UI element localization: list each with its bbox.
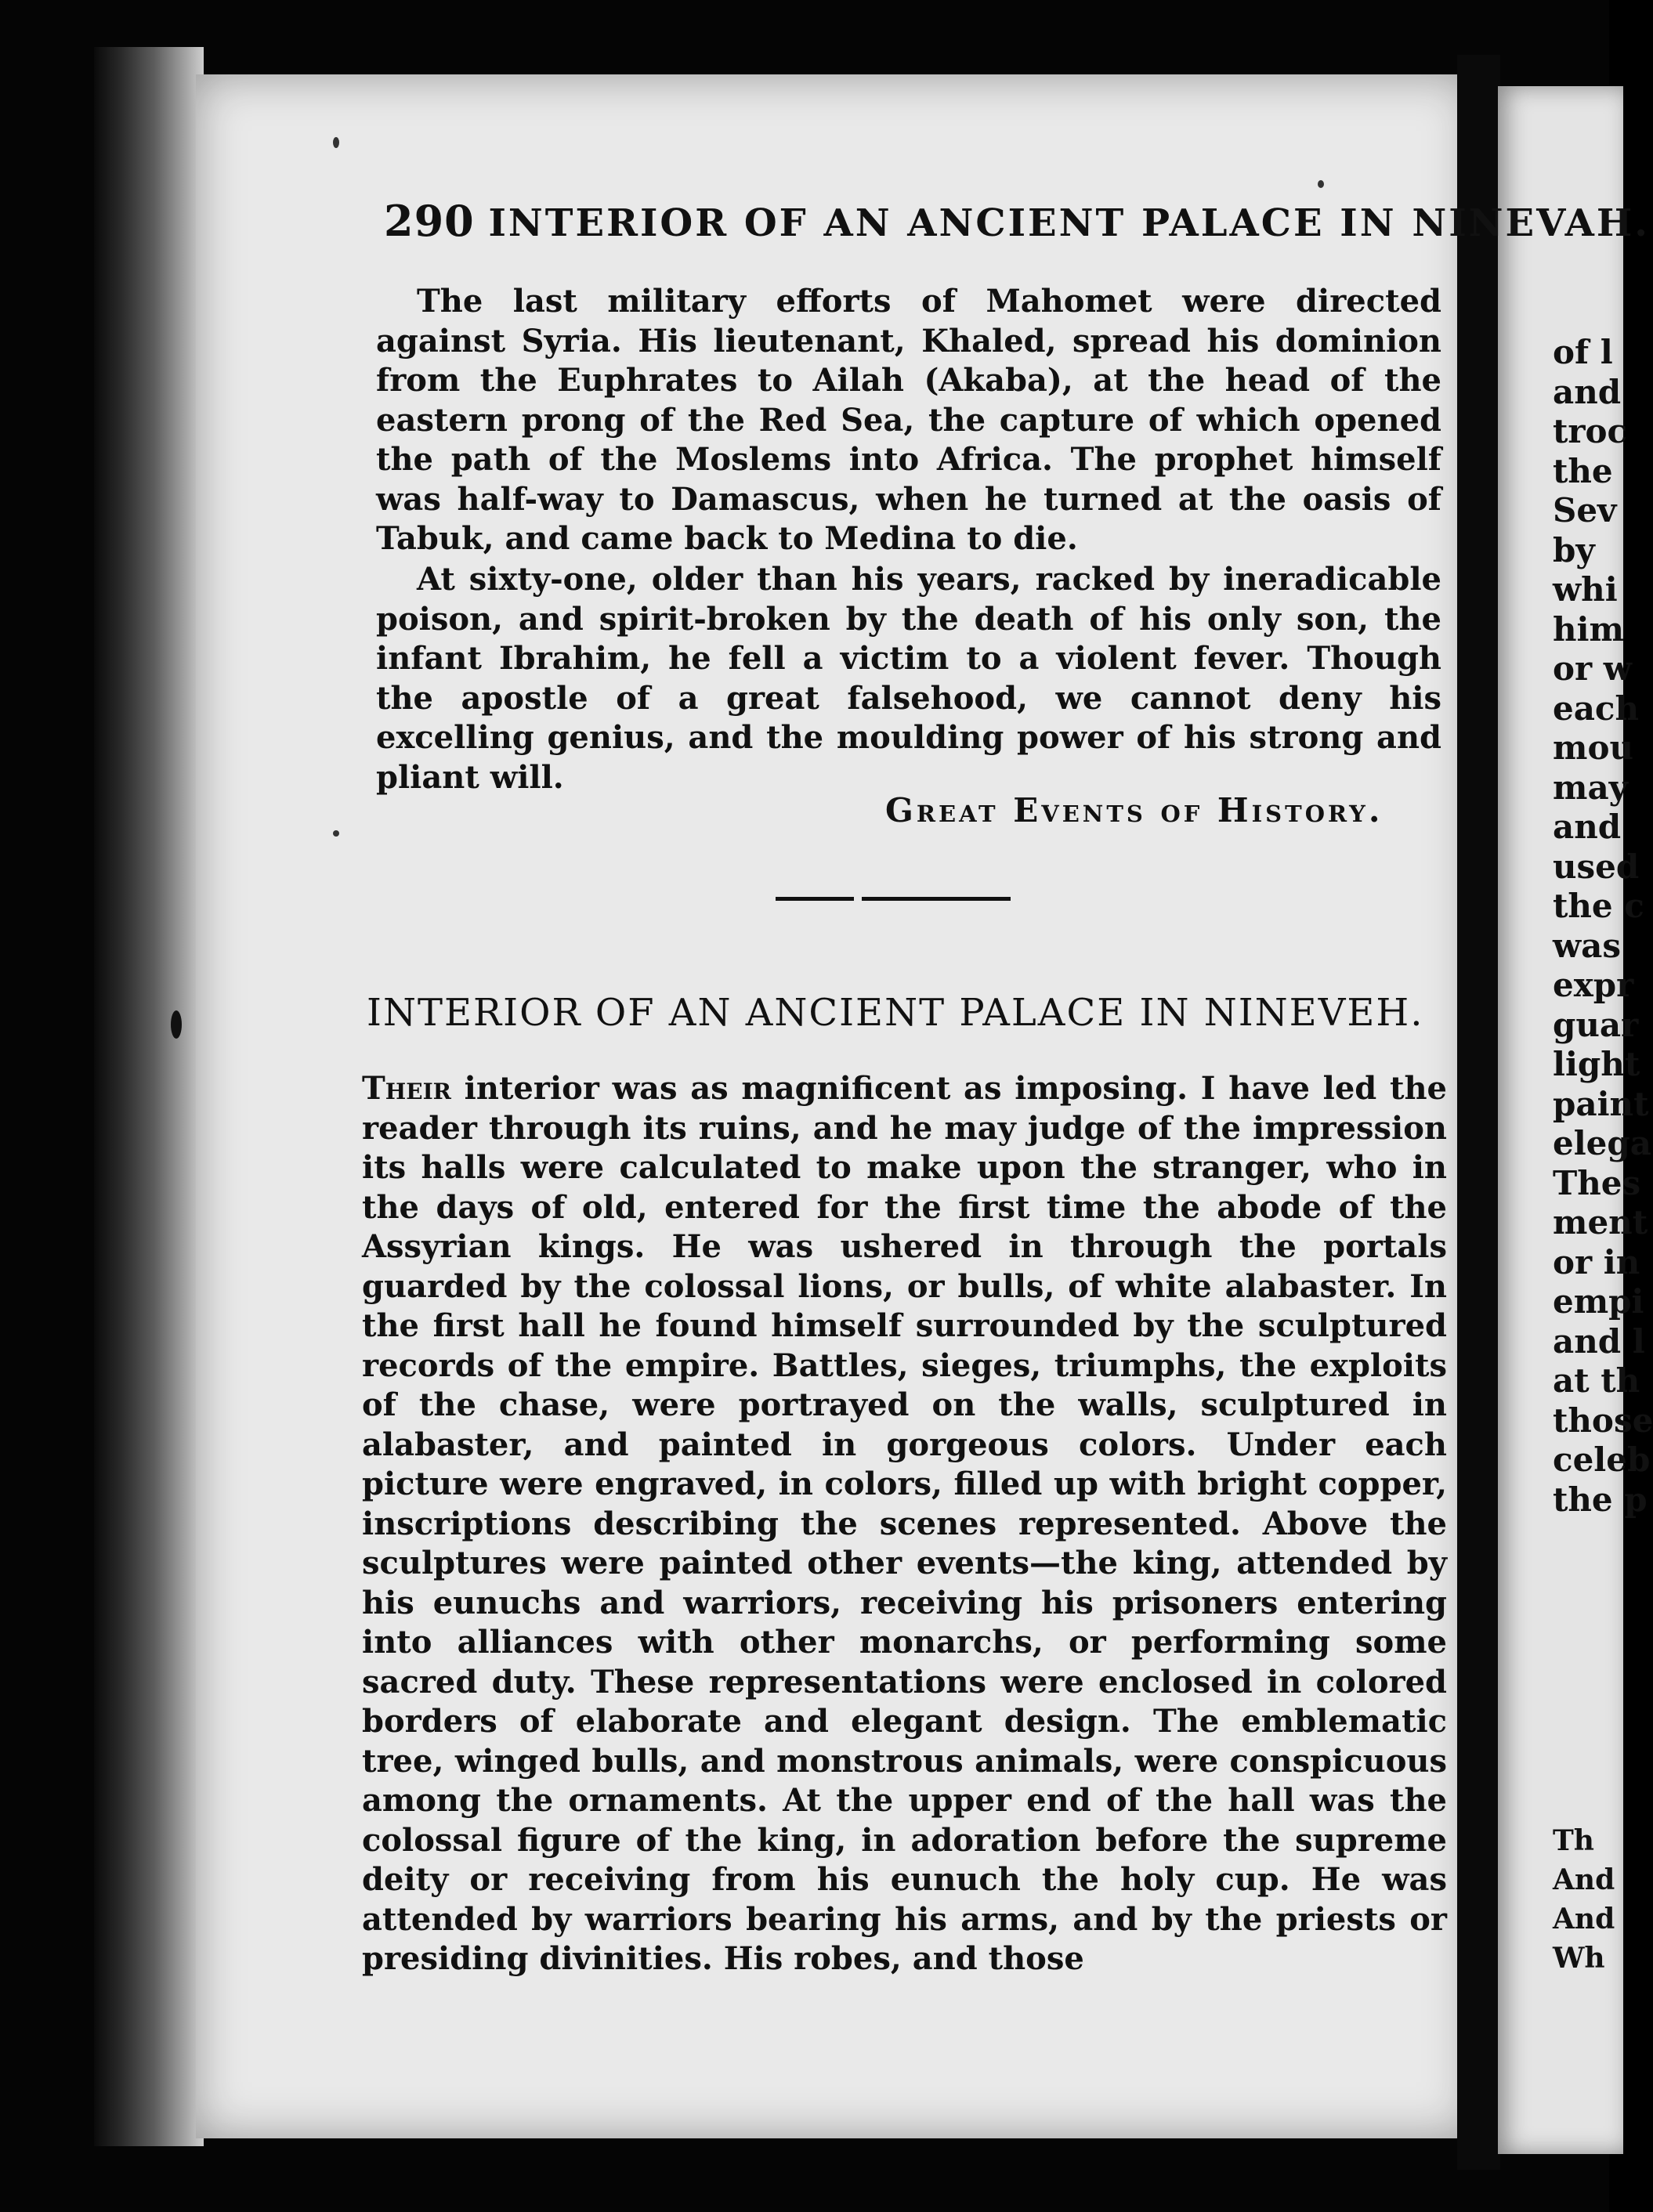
section-divider-left [776, 897, 854, 901]
attribution: Great Events of History. [885, 791, 1384, 830]
right-page-fragment: him [1553, 609, 1624, 649]
running-header [384, 196, 1650, 246]
right-page-fragment: used [1553, 847, 1640, 886]
right-page-bottom-fragment: Wh [1553, 1942, 1605, 1975]
right-page-fragment: expr [1553, 966, 1634, 1004]
right-page-fragment: and [1553, 372, 1622, 411]
article-title: INTERIOR OF AN ANCIENT PALACE IN NINEVEH. [367, 991, 1424, 1035]
right-page-fragment: empi [1553, 1282, 1644, 1321]
prev-article-paragraph-1: The last military efforts of Mahomet were directed against Syria. His lieutenant, Khaled, spread his dominion from the Euphrates to Ailah (Akaba), at the head of the eastern prong of the Red Sea, the capture of which opened the path of the Moslems into Africa. The prophet himself was half-way to Damascus, when he turned at the oasis of Tabuk, and came back to Medina to die. [376, 283, 1441, 557]
article-body-text: interior was as magnificent as imposing. I have led the reader through its ruins, and he may judge of the impression its halls were calculated to make upon the stranger, who in the days of old, entered for the first time the abode of the Assyrian kings. He was ushered in through the portals guarded by the colossal lions, or bulls, of white alabaster. In the first hall he found himself surrounded by the sculptured records of the empire. Battles, sieges, triumphs, the exploits of the chase, were portrayed on the walls, sculptured in alabaster, and painted in gorgeous colors. Under each picture were engraved, in colors, filled up with bright copper, inscriptions describing the scenes represented. Above the sculptures were painted other events—the king, attended by his eunuchs and warriors, receiving his prisoners entering into alliances with other monarchs, or performing some sacred duty. These representations were enclosed in colored borders of elaborate and elegant design. The emblematic tree, winged bulls, and monstrous animals, were conspicuous among the ornaments. At the upper end of the hall was the colossal figure of the king, in adoration before the supreme deity or receiving from his eunuch the holy cup. He was attended by warriors bearing his arms, and by the priests or presiding divinities. His robes, and those [362, 1070, 1447, 1977]
right-page-fragment: ment [1553, 1203, 1648, 1242]
right-page-fragment: and l [1553, 1321, 1645, 1361]
right-page-fragment: by [1553, 530, 1595, 569]
right-page-fragment: Sev [1553, 491, 1617, 530]
right-page-fragment: troc [1553, 412, 1628, 450]
right-page-bottom-fragment: And [1553, 1863, 1615, 1896]
right-page-bottom-fragment: And [1553, 1903, 1615, 1936]
right-page-bottom-fragment: Th [1553, 1824, 1594, 1857]
right-page-fragment: elega [1553, 1124, 1651, 1162]
book-spine-edge [94, 47, 204, 2146]
right-page-fragment: mou [1553, 728, 1633, 767]
right-page-fragment: the p [1553, 1480, 1648, 1519]
article-body [362, 1069, 1447, 1979]
right-page-fragment: Thes [1553, 1163, 1641, 1202]
right-page-fragment: those [1553, 1401, 1653, 1440]
page-number: 290 [384, 196, 475, 246]
right-page-fragment: or in [1553, 1242, 1640, 1281]
right-page-fragment: the [1553, 451, 1613, 490]
section-divider-right [862, 897, 1011, 901]
prev-article-paragraph-2: At sixty-one, older than his years, racked by ineradicable poison, and spirit-broken by the death of his only son, the infant Ibrahim, he fell a victim to a violent fever. Though the apostle of a great falsehood, we cannot deny his excelling genius, and the moulding power of his strong and pliant will. [376, 561, 1441, 796]
right-page-fragment: each [1553, 689, 1640, 728]
right-page-fragment: or w [1553, 649, 1632, 688]
right-page-fragment: celeb [1553, 1440, 1651, 1479]
right-page-fragment: and [1553, 808, 1622, 846]
right-page-fragment: may [1553, 768, 1629, 807]
right-page-fragment: the c [1553, 887, 1644, 925]
right-page-fragment: guar [1553, 1005, 1639, 1044]
right-page-fragment: was [1553, 926, 1622, 965]
running-title: INTERIOR OF AN ANCIENT PALACE IN NINEVAH. [488, 201, 1650, 245]
right-page-fragment: whi [1553, 570, 1618, 609]
scan-speck [333, 137, 339, 148]
right-page-fragment: at th [1553, 1361, 1640, 1400]
scan-speck [171, 1010, 182, 1039]
right-page-fragment: light [1553, 1045, 1640, 1083]
right-page-fragment: paint [1553, 1084, 1649, 1123]
lead-word: Their [362, 1070, 451, 1107]
scan-speck [1318, 180, 1324, 188]
right-page-fragment: of l [1553, 333, 1613, 371]
scan-speck [333, 830, 339, 837]
